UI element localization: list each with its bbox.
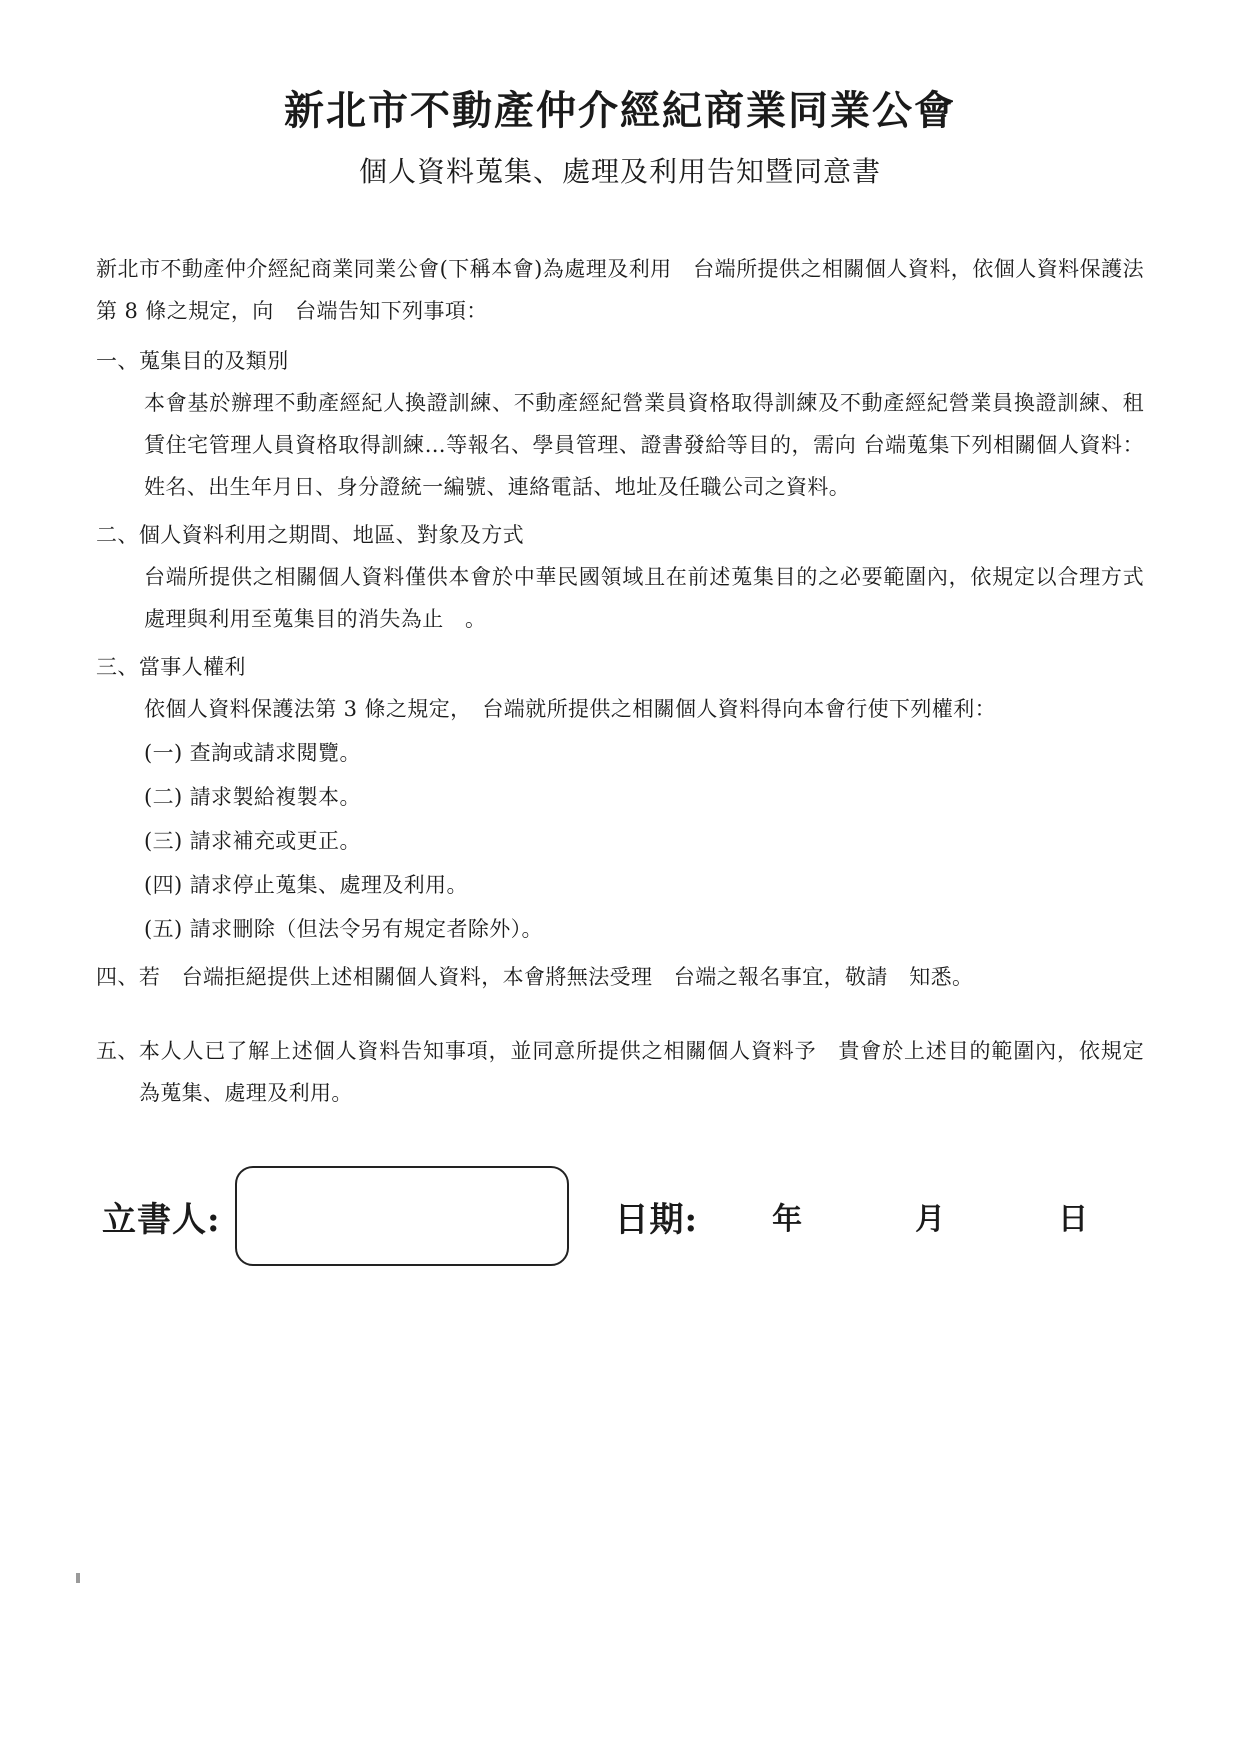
clause-one-body: 本會基於辦理不動產經紀人換證訓練、不動產經紀營業員資格取得訓練及不動產經紀營業員換證訓練、租賃住宅管理人員資格取得訓練…等報名、學員管理、證書發給等目的，需向 台端蒐集下列相關個人資料：姓名、出生年月日、身分證統一編號、連絡電話、地址及任職公司之資料。: [144, 391, 1144, 500]
clause-four: [96, 956, 1144, 998]
date-month-field[interactable]: 月: [915, 1202, 947, 1238]
section-spacer: [96, 998, 1144, 1024]
clause-two-number: 二、: [96, 523, 139, 548]
clause-two: [96, 514, 1144, 556]
page-subtitle: 個人資料蒐集、處理及利用告知暨同意書: [358, 155, 881, 188]
clause-two-heading: 個人資料利用之期間、地區、對象及方式: [138, 523, 525, 548]
clause-five-number: 五、: [96, 1039, 139, 1064]
clause-three-number: 三、: [96, 655, 139, 680]
intro-paragraph: 新北市不動產仲介經紀商業同業公會(下稱本會)為處理及利用 台端所提供之相關個人資料，依個人資料保護法第 8 條之規定，向 台端告知下列事項：: [96, 257, 1144, 324]
clause-three: [96, 646, 1144, 688]
scan-artifact: [76, 1573, 80, 1583]
clause-two-body: 台端所提供之相關個人資料僅供本會於中華民國領域且在前述蒐集目的之必要範圍內，依規定以合理方式處理與利用至蒐集目的消失為止 。: [144, 565, 1144, 632]
clause-one-number: 一、: [96, 349, 139, 374]
date-year-field[interactable]: 年: [772, 1202, 804, 1238]
signature-row: [96, 1166, 1144, 1266]
right-item-5: (五) 請求刪除（但法令另有規定者除外）。: [144, 917, 543, 942]
clause-five-text: 本人人已了解上述個人資料告知事項，並同意所提供之相關個人資料予 貴會於上述目的範圍內，依規定為蒐集、處理及利用。: [138, 1039, 1144, 1106]
right-item-4: (四) 請求停止蒐集、處理及利用。: [144, 873, 468, 898]
signer-label: 立書人:: [102, 1199, 221, 1240]
clause-one-heading: 蒐集目的及類別: [138, 349, 289, 374]
right-item-2: (二) 請求製給複製本。: [144, 785, 361, 810]
clause-four-text: 若 台端拒絕提供上述相關個人資料，本會將無法受理 台端之報名事宜，敬請 知悉。: [138, 965, 974, 990]
clause-three-body: 依個人資料保護法第 3 條之規定， 台端就所提供之相關個人資料得向本會行使下列權利：: [144, 697, 997, 722]
right-item-1: (一) 查詢或請求閱覽。: [144, 741, 361, 766]
clause-four-number: 四、: [96, 965, 139, 990]
signer-input[interactable]: [235, 1166, 569, 1266]
right-item-3: (三) 請求補充或更正。: [144, 829, 361, 854]
clause-one: [96, 340, 1144, 382]
clause-three-heading: 當事人權利: [138, 655, 246, 680]
clause-five: [96, 1030, 1144, 1114]
date-day-field[interactable]: 日: [1058, 1202, 1090, 1238]
page-title: 新北市不動產仲介經紀商業同業公會: [284, 87, 956, 134]
date-label: 日期:: [614, 1199, 699, 1240]
